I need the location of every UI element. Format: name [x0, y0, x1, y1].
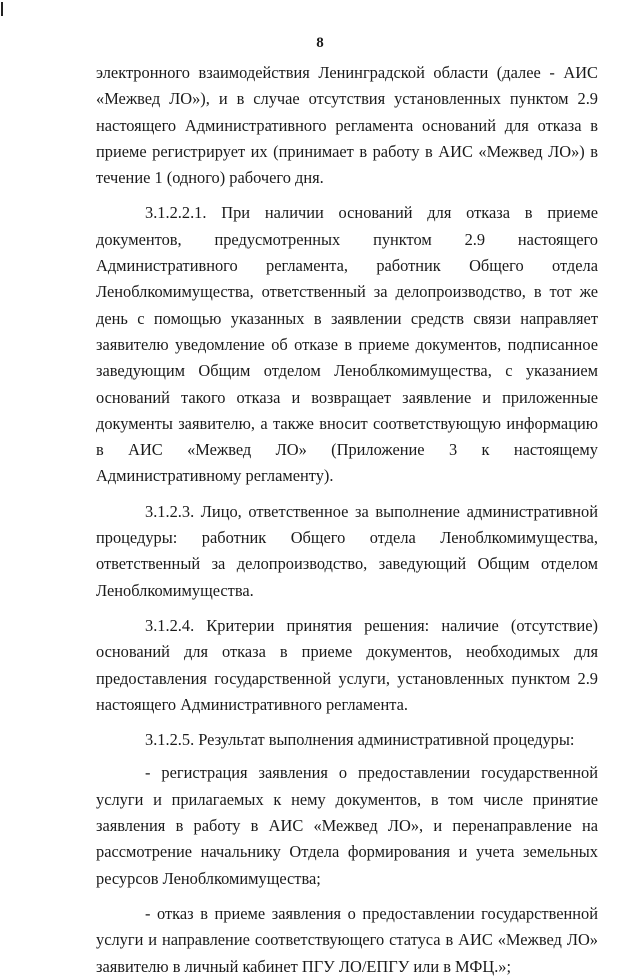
page-number: 8 — [316, 35, 324, 51]
paragraph-3-1-2-5: 3.1.2.5. Результат выполнения административной процедуры: — [145, 730, 575, 750]
paragraph-3-1-2-4: 3.1.2.4. Критерии принятия решения: наличие (отсутствие) оснований для отказа в приеме документов, необходимых для предоставления государственной услуги, установленных пунктом 2.9 настоящего Административного регламента. — [96, 615, 598, 714]
paragraph-3-1-2-2-1: 3.1.2.2.1. При наличии оснований для отказа в приеме документов, предусмотренных пунктом 2.9 настоящего Административного регламента, работник Общего отдела Леноблкомимущества, ответственный за делопроизводство, в тот же день с помощью указанных в заявлении средств связи направляет заявителю уведомление об отказе в приеме документов, подписанное заведующим Общим отделом Леноблкомимущества, с указанием оснований такого отказа и возвращает заявление и приложенные документы заявителю, а также вносит соответствующую информацию в АИС «Межвед ЛО» (Приложение 3 к настоящему Административному регламенту). — [96, 203, 598, 486]
page-edge-mark — [1, 2, 3, 16]
paragraph-continuation: электронного взаимодействия Ленинградской области (далее - АИС «Межвед ЛО»), и в случае отсутствия установленных пунктом 2.9 настоящего Административного регламента оснований для отказа в приеме регистрирует их (принимает в работу в АИС «Межвед ЛО») в течение 1 (одного) рабочего дня. — [96, 63, 598, 188]
list-item-refusal: - отказ в приеме заявления о предоставлении государственной услуги и направление соответствующего статуса в АИС «Межвед ЛО» заявителю в личный кабинет ПГУ ЛО/ЕПГУ или в МФЦ.»; — [96, 903, 598, 976]
paragraph-3-1-2-3: 3.1.2.3. Лицо, ответственное за выполнение административной процедуры: работник Общего отдела Леноблкомимущества, ответственный за делопроизводство, заведующий Общим отделом Леноблкомимущества. — [96, 501, 598, 600]
list-item-registration: - регистрация заявления о предоставлении государственной услуги и прилагаемых к нему документов, в том числе принятие заявления в работу в АИС «Межвед ЛО», и перенаправление на рассмотрение начальнику Отдела формирования и учета земельных ресурсов Леноблкомимущества; — [96, 763, 598, 888]
document-body — [96, 60, 598, 980]
